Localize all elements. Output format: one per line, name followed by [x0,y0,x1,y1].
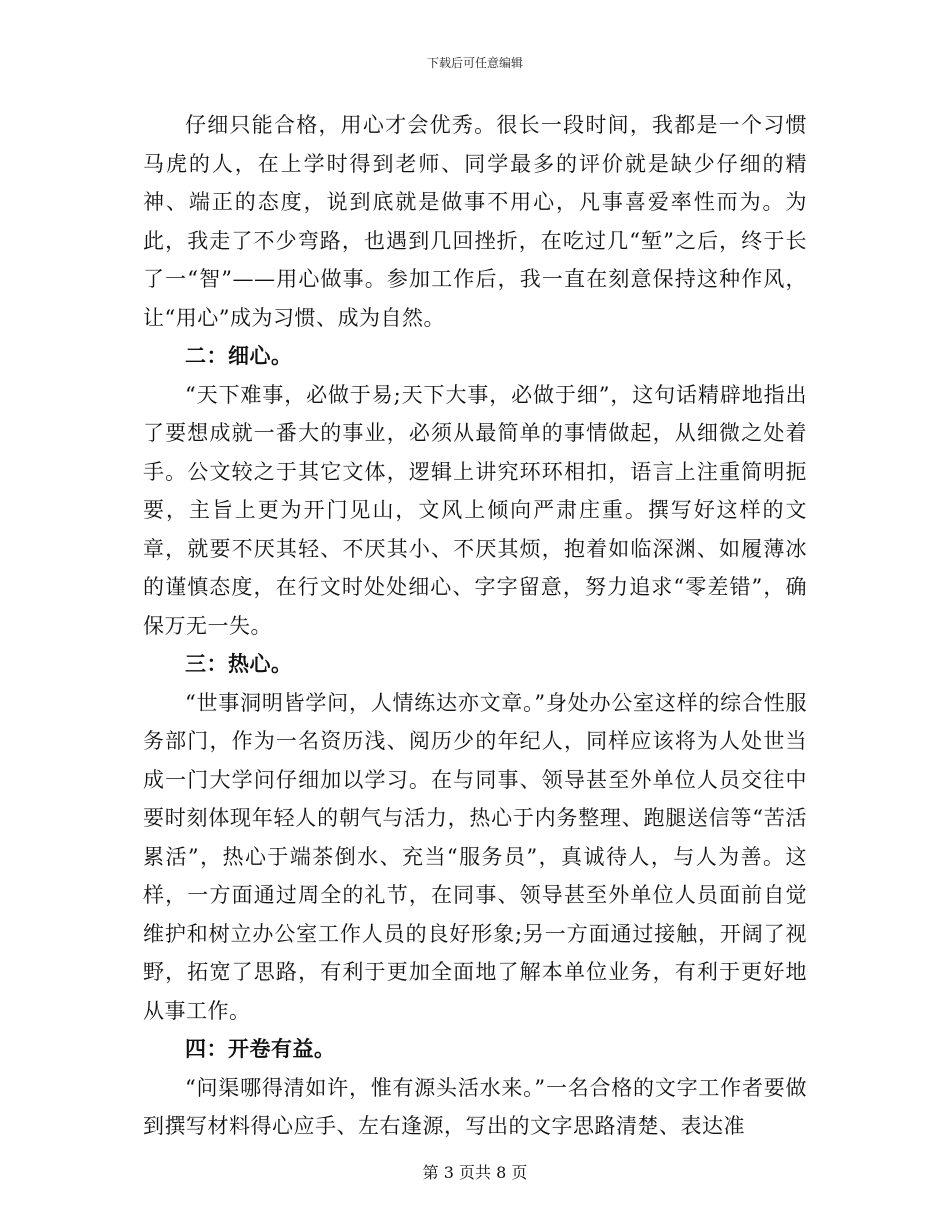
document-body [143,106,807,1146]
section-heading-3: 三：热心。 [185,651,293,676]
section-heading-2: 二：细心。 [185,343,293,368]
paragraph-4: “问渠哪得清如许，惟有源头活水来。”一名合格的文字工作者要做到撰写材料得心应手、左右逢源，写出的文字思路清楚、表达准 [143,1075,807,1138]
paragraph-3: “世事洞明皆学问，人情练达亦文章。”身处办公室这样的综合性服务部门，作为一名资历浅、阅历少的年纪人，同样应该将为人处世当成一门大学问仔细加以学习。在与同事、领导甚至外单位人员交往中要时刻体现年轻人的朝气与活力，热心于内务整理、跑腿送信等“苦活累活”，热心于端茶倒水、充当“服务员”，真诚待人，与人为善。这样，一方面通过周全的礼节，在同事、领导甚至外单位人员面前自觉维护和树立办公室工作人员的良好形象;另一方面通过接触，开阔了视野，拓宽了思路，有利于更加全面地了解本单位业务，有利于更好地从事工作。 [143,690,807,1023]
section-heading-4: 四：开卷有益。 [185,1036,336,1061]
page-number: 第 3 页共 8 页 [422,1163,528,1182]
paragraph-1: 仔细只能合格，用心才会优秀。很长一段时间，我都是一个习惯马虎的人，在上学时得到老师、同学最多的评价就是缺少仔细的精神、端正的态度，说到底就是做事不用心，凡事喜爱率性而为。为此，我走了不少弯路，也遇到几回挫折，在吃过几“堑”之后，终于长了一“智”——用心做事。参加工作后，我一直在刻意保持这种作风，让“用心”成为习惯、成为自然。 [143,113,807,330]
paragraph-2: “天下难事，必做于易;天下大事，必做于细”，这句话精辟地指出了要想成就一番大的事业，必须从最简单的事情做起，从细微之处着手。公文较之于其它文体，逻辑上讲究环环相扣，语言上注重简明扼要，主旨上更为开门见山，文风上倾向严肃庄重。撰写好这样的文章，就要不厌其轻、不厌其小、不厌其烦，抱着如临深渊、如履薄冰的谨慎态度，在行文时处处细心、字字留意，努力追求“零差错”，确保万无一失。 [143,382,807,638]
page-header-note: 下载后可任意编辑 [426,56,523,70]
